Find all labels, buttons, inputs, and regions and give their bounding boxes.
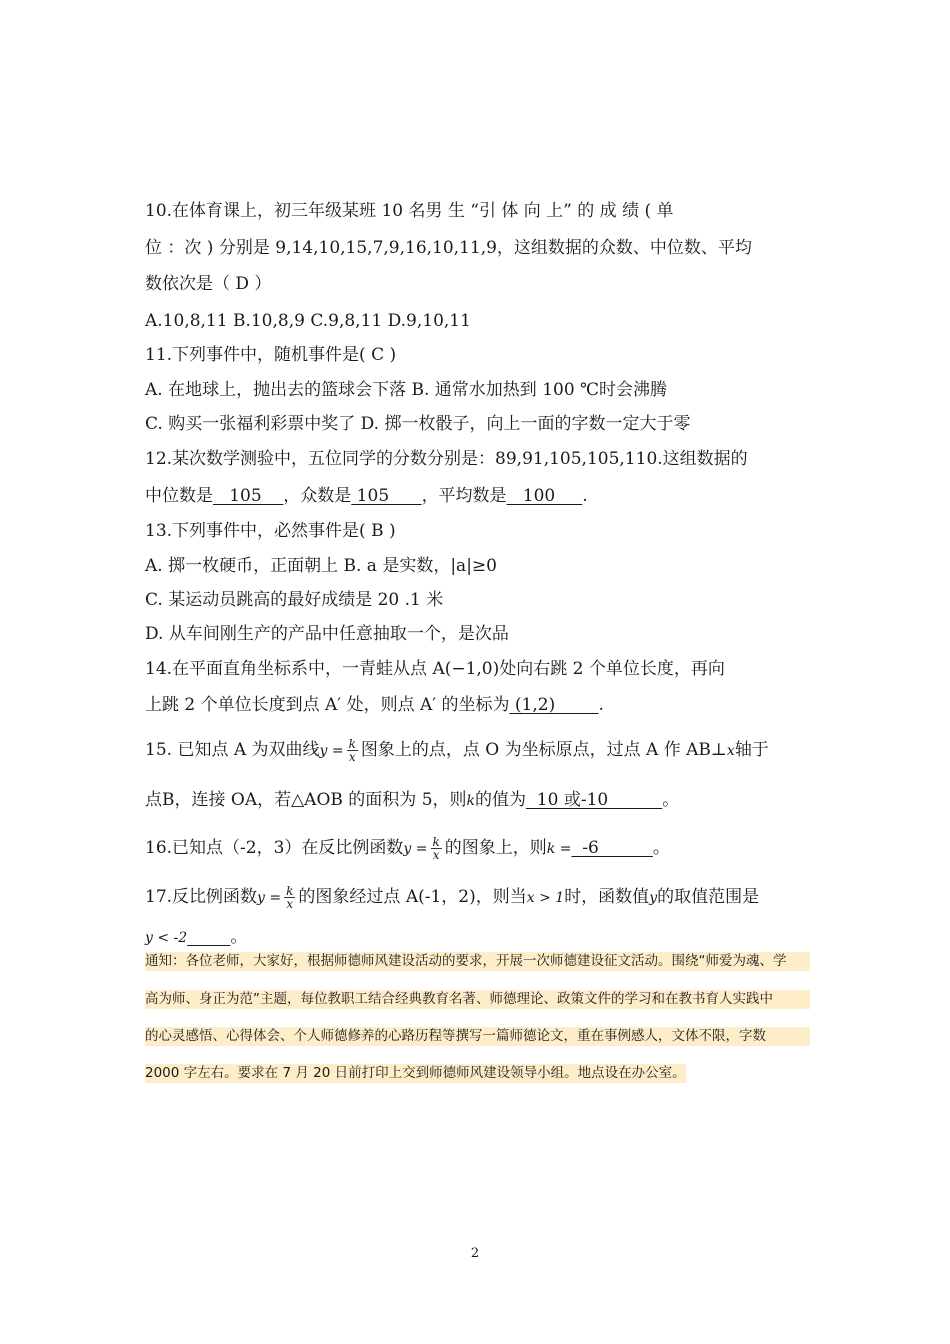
q15-text-c: 轴于 (734, 740, 769, 760)
q11-stem: 11.下列事件中，随机事件是( C ) (145, 345, 397, 365)
q15-x-symbol: x (726, 743, 735, 759)
q16-answer: -6 (571, 838, 653, 858)
notice-line-2: 高为师、身正为范”主题，每位教职工结合经典教育名著、师德理论、政策文件的学习和在教书育人实践中 (145, 990, 810, 1009)
q10-line-1: 10.在体育课上，初三年级某班 10 名男 生 “引 体 向 上” 的 成 绩 ( 单 (145, 201, 674, 221)
q15-k-symbol: k (466, 793, 475, 809)
q13-option-d: D. 从车间刚生产的产品中任意抽取一个，是次品 (145, 624, 509, 644)
q12-line-2 (145, 484, 588, 508)
fraction-numerator: k (286, 884, 294, 898)
q10-options: A.10,8,11 B.10,8,9 C.9,8,11 D.9,10,11 (145, 311, 471, 331)
q12-mean-answer: 100 (506, 486, 583, 506)
q12-text-d: . (582, 486, 588, 506)
q12-mode-answer: 105 (351, 486, 422, 506)
q15-text-b: 图象上的点，点 O 为坐标原点，过点 A 作 AB⊥ (360, 740, 727, 760)
fraction-numerator: k (348, 737, 356, 751)
q17-text-d: 的取值范围是 (657, 887, 760, 907)
q10-line-2: 位 ：次 ) 分别是 9,14,10,15,7,9,16,10,11,9，这组数据的众数、中位数、平均 (145, 238, 752, 258)
q16-equation: y = (403, 841, 428, 857)
fraction-numerator: k (432, 835, 440, 849)
q16-text-c: 。 (652, 838, 670, 858)
q11-options-ab: A. 在地球上，抛出去的篮球会下落 B. 通常水加热到 100 ℃时会沸腾 (145, 380, 668, 400)
q16-text-b: 的图象上，则 (444, 838, 547, 858)
q14-line-1: 14.在平面直角坐标系中，一青蛙从点 A(−1,0)处向右跳 2 个单位长度，再向 (145, 659, 725, 679)
q16-line (145, 836, 670, 861)
q17-condition: x > 1 (526, 890, 565, 906)
q12-text-a: 中位数是 (145, 486, 213, 506)
q15-text-l2a: 点B，连接 OA，若△AOB 的面积为 5，则 (145, 790, 467, 810)
q15-fraction (347, 738, 358, 763)
notice-line-1: 通知：各位老师，大家好，根据师德师风建设活动的要求，开展一次师德建设征文活动。围绕“师爱为魂、学 (145, 952, 810, 971)
q13-option-ab: A. 掷一枚硬币，正面朝上 B. a 是实数，|a|≥0 (145, 556, 497, 576)
q12-text-c: ，平均数是 (421, 486, 507, 506)
q12-median-answer: 105 (213, 486, 284, 506)
notice-line-4: 2000 字左右。要求在 7 月 20 日前打印上交到师德师风建设领导小组。地点设在办公室。 (145, 1065, 686, 1081)
q12-text-b: ，众数是 (283, 486, 352, 506)
q13-option-c: C. 某运动员跳高的最好成绩是 20 .1 米 (145, 590, 444, 610)
q17-blank (187, 927, 230, 947)
fraction-denominator: x (348, 750, 356, 764)
notice-line-3: 的心灵感悟、心得体会、个人师德修养的心路历程等撰写一篇师德论文，重在事例感人，文体不限，字数 (145, 1027, 810, 1046)
q10-line-3: 数依次是（ D ） (145, 274, 272, 294)
q15-line-2 (145, 788, 679, 813)
q17-answer: y < -2 (145, 930, 188, 946)
q15-text-l2c: 。 (662, 790, 680, 810)
q14-text-b: . (598, 695, 604, 715)
q15-text-l2b: 的值为 (475, 790, 526, 810)
q17-text-a: 17.反比例函数 (145, 887, 258, 907)
q16-text-a: 16.已知点（-2，3）在反比例函数 (145, 838, 404, 858)
q12-line-1: 12.某次数学测验中，五位同学的分数分别是：89,91,105,105,110.这组数据的 (145, 449, 748, 469)
q15-answer: 10 或-10 (526, 790, 663, 810)
q15-equation: y = (319, 743, 344, 759)
q17-y-symbol: y (649, 890, 658, 906)
q17-text-b: 的图象经过点 A(-1，2)，则当 (298, 887, 527, 907)
q15-text-a: 15. 已知点 A 为双曲线 (145, 740, 320, 760)
q14-answer: (1,2) (509, 695, 599, 715)
q11-options-cd: C. 购买一张福利彩票中奖了 D. 掷一枚骰子，向上一面的字数一定大于零 (145, 414, 691, 434)
q16-fraction (431, 836, 442, 861)
q17-text-c: 时，函数值 (564, 887, 650, 907)
page-number: 2 (470, 1246, 480, 1261)
fraction-denominator: x (432, 848, 440, 862)
q17-fraction (284, 885, 295, 910)
q17-line-2 (145, 925, 247, 950)
q13-stem: 13.下列事件中，必然事件是( B ) (145, 521, 396, 541)
q14-line-2 (145, 693, 604, 717)
q14-text-a: 上跳 2 个单位长度到点 A′ 处，则点 A′ 的坐标为 (145, 695, 510, 715)
q17-end: 。 (230, 927, 248, 947)
fraction-denominator: x (286, 897, 294, 911)
q15-line-1 (145, 738, 769, 763)
q17-line-1 (145, 885, 759, 910)
q16-k-symbol: k = (546, 841, 572, 857)
q17-equation: y = (257, 890, 282, 906)
